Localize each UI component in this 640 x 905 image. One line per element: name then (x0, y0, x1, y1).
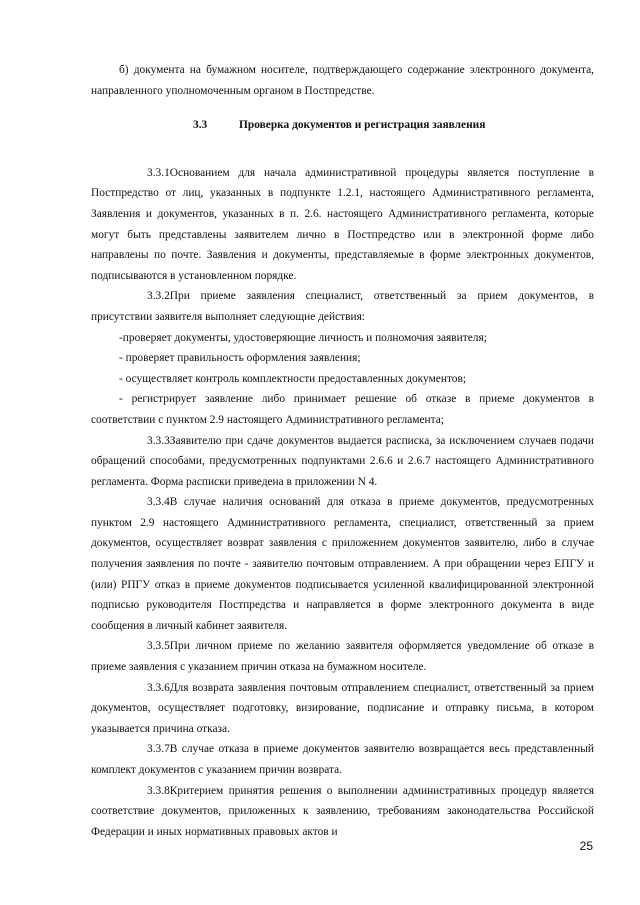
paragraph-text: В случае наличия оснований для отказа в приеме документов, предусмотренных пунктом 2.9 настоящего Административного регламента, специалист, ответственный за прием документов, осуществляет возврат заявления с приложением документов заявителю, либо в случае получения заявления по почте - заявителю почтовым отправлением. А при обращении через ЕПГУ и (или) РПГУ отказ в приеме документов подписывается усиленной квалифицированной электронной подписью руководителя Постпредства и направляется в форме электронного документа в виде сообщения в личный кабинет заявителя. (91, 496, 594, 632)
paragraph-3-3-2 (91, 286, 594, 327)
paragraph-number: 3.3.6 (147, 681, 170, 694)
action-item: - осуществляет контроль комплектности предоставленных документов; (119, 372, 467, 385)
page-content (91, 60, 594, 842)
paragraph-3-3-1 (91, 163, 594, 287)
paragraph-text: Критерием принятия решения о выполнении административных процедур является соответствие документов, приложенных к заявлению, требованиям законодательства Российской Федерации и иных нормативных правовых актов и (91, 784, 594, 838)
paragraph-3-3-4 (91, 492, 594, 636)
action-item: - проверяет правильность оформления заявления; (119, 352, 361, 365)
paragraph-number: 3.3.8 (147, 784, 170, 797)
section-heading (91, 115, 594, 136)
action-item: -проверяет документы, удостоверяющие личность и полномочия заявителя; (119, 331, 487, 344)
action-item: - регистрирует заявление либо принимает решение об отказе в приеме документов в соответствии с пунктом 2.9 настоящего Административного регламента; (91, 393, 594, 426)
paragraph-number: 3.3.4 (147, 496, 170, 509)
paragraph-text: Для возврата заявления почтовым отправлением специалист, ответственный за прием документов, осуществляет подготовку, визирование, подписание и отправку письма, в котором указывается причина отказа. (91, 681, 594, 735)
intro-paragraph: б) документа на бумажном носителе, подтверждающего содержание электронного документа, направленного уполномоченным органом в Постпредстве. (91, 64, 594, 97)
paragraph-text: При личном приеме по желанию заявителя оформляется уведомление об отказе в приеме заявления с указанием причин отказа на бумажном носителе. (91, 640, 594, 674)
paragraph-number: 3.3.7 (147, 743, 170, 756)
paragraph-number: 3.3.3 (147, 434, 170, 447)
paragraph-3-3-6 (91, 678, 594, 740)
page-number: 25 (579, 839, 593, 853)
paragraph-number: 3.3.5 (147, 640, 170, 653)
paragraph-number: 3.3.1 (147, 166, 170, 179)
paragraph-text: Основанием для начала административной процедуры является поступление в Постпредство от лиц, указанных в подпункте 1.2.1, настоящего Административного регламента, Заявления и документов, указанных в п. 2.6. настоящего Административного регламента, которые могут быть представлены заявителем лично в Постпредство или в электронной форме либо направлены по почте. Заявления и документы, представляемые в форме электронных документов, подписываются в установленном порядке. (91, 166, 594, 282)
section-number: 3.3 (193, 119, 208, 132)
paragraph-number: 3.3.2 (147, 290, 170, 303)
paragraph-text: Заявителю при сдаче документов выдается расписка, за исключением случаев подачи обращений способами, предусмотренных подпунктами 2.6.6 и 2.6.7 настоящего Административного регламента. Форма расписки приведена в приложении N 4. (91, 434, 594, 488)
section-title: Проверка документов и регистрация заявления (239, 119, 486, 132)
paragraph-3-3-5 (91, 636, 594, 677)
paragraph-3-3-8 (91, 781, 594, 843)
paragraph-3-3-3 (91, 431, 594, 493)
paragraph-3-3-7 (91, 739, 594, 780)
paragraph-text: В случае отказа в приеме документов заявителю возвращается весь представленный комплект документов с указанием причин возврата. (91, 743, 594, 776)
paragraph-text: При приеме заявления специалист, ответственный за прием документов, в присутствии заявителя выполняет следующие действия: (91, 290, 594, 323)
